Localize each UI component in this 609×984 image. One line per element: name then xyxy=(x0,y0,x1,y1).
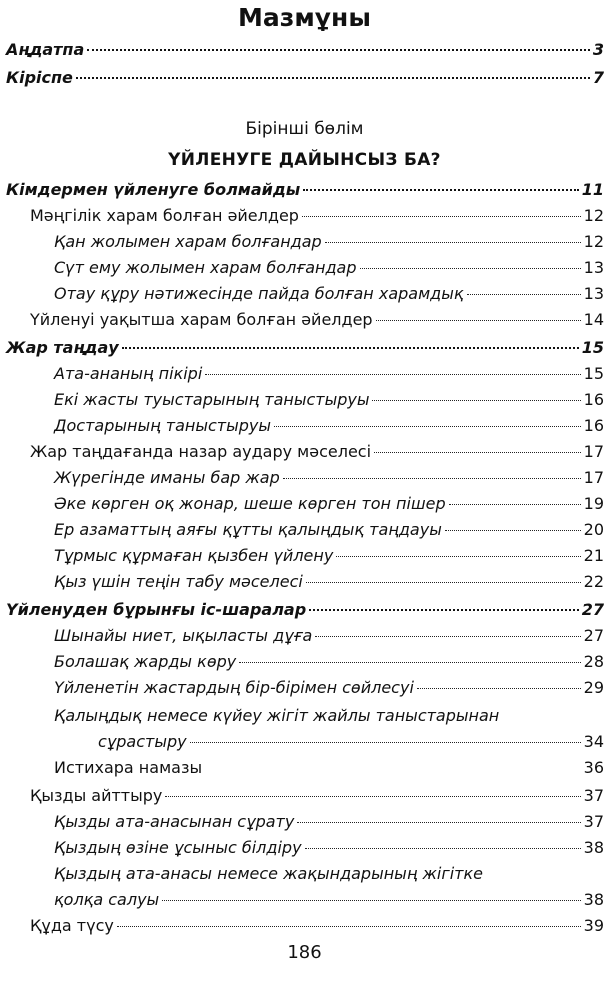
toc-entry-page: 17 xyxy=(583,442,604,461)
toc-entry-title: Жар таңдағанда назар аудару мәселесі xyxy=(30,442,372,461)
toc-entry-title: Ер азаматтың аяғы құтты қалыңдық таңдауы xyxy=(54,520,442,539)
toc-entry-page: 12 xyxy=(583,232,604,251)
toc-entry-page: 29 xyxy=(583,678,604,697)
toc-subsection[interactable] xyxy=(54,519,604,541)
part-heading: ҮЙЛЕНУГЕ ДАЙЫНСЫЗ БА? xyxy=(168,150,441,170)
toc-entry-title: Тұрмыс құрмаған қызбен үйлену xyxy=(54,546,334,565)
toc-entry-page: 38 xyxy=(583,890,604,909)
part-label: Бірінші бөлім xyxy=(245,119,364,139)
dot-leader xyxy=(190,742,581,743)
toc-entry-title-line1: Қалыңдық немесе күйеу жігіт жайлы таныстарынан xyxy=(54,706,500,725)
dot-leader xyxy=(315,636,580,637)
toc-subsection[interactable] xyxy=(54,757,604,779)
toc-subsection[interactable] xyxy=(54,283,604,305)
toc-subsection[interactable] xyxy=(54,231,604,253)
toc-entry-title: Сүт ему жолымен харам болғандар xyxy=(54,258,357,277)
toc-section[interactable] xyxy=(30,205,604,227)
toc-subsection[interactable] xyxy=(54,651,604,673)
toc-entry-page: 16 xyxy=(583,390,604,409)
toc-entry-page: 15 xyxy=(581,338,604,357)
toc-entry-title: Үйленуі уақытша харам болған әйелдер xyxy=(30,310,373,329)
toc-section[interactable] xyxy=(30,309,604,331)
dot-leader xyxy=(274,426,581,427)
toc-subsection[interactable] xyxy=(54,677,604,699)
toc-entry-page: 11 xyxy=(581,180,604,199)
toc-entry-title: Қызды ата-анасынан сұрату xyxy=(54,812,295,831)
toc-subsection[interactable] xyxy=(54,571,604,593)
toc-entry-front[interactable] xyxy=(6,67,604,89)
toc-entry-title: Үйленетін жастардың бір-бірімен сөйлесуі xyxy=(54,678,414,697)
toc-entry-page: 13 xyxy=(583,284,604,303)
toc-entry-page: 28 xyxy=(583,652,604,671)
toc-entry-title: Кіріспе xyxy=(6,68,73,87)
toc-entry-page: 34 xyxy=(583,732,604,751)
dot-leader xyxy=(303,189,578,191)
dot-leader xyxy=(283,478,581,479)
toc-entry-page: 12 xyxy=(583,206,604,225)
toc-entry-title: Әке көрген оқ жонар, шеше көрген тон пішер xyxy=(54,494,446,513)
toc-entry-title-continued: сұрастыру xyxy=(98,732,187,751)
toc-entry-title: Отау құру нәтижесінде пайда болған харамдық xyxy=(54,284,464,303)
toc-entry-page: 38 xyxy=(583,838,604,857)
dot-leader xyxy=(336,556,580,557)
dot-leader xyxy=(87,49,590,51)
toc-entry-title: Болашақ жарды көру xyxy=(54,652,237,671)
toc-entry-page: 7 xyxy=(592,68,604,87)
dot-leader xyxy=(76,77,590,79)
toc-subsection[interactable] xyxy=(54,889,604,911)
dot-leader xyxy=(122,347,579,349)
toc-entry-page: 39 xyxy=(583,916,604,935)
toc-subsection[interactable] xyxy=(54,467,604,489)
dot-leader xyxy=(467,294,581,295)
dot-leader xyxy=(205,374,580,375)
toc-entry-title: Құда түсу xyxy=(30,916,114,935)
dot-leader xyxy=(449,504,581,505)
toc-entry-title: Достарының таныстыруы xyxy=(54,416,271,435)
toc-section[interactable] xyxy=(30,441,604,463)
dot-leader xyxy=(360,268,581,269)
toc-entry-title: Жүрегінде иманы бар жар xyxy=(54,468,280,487)
toc-entry-title: Жар таңдау xyxy=(6,338,119,357)
toc-subsection[interactable] xyxy=(54,363,604,385)
toc-entry-page: 15 xyxy=(583,364,604,383)
toc-entry-page: 16 xyxy=(583,416,604,435)
toc-entry-title-continued: қолқа салуы xyxy=(54,890,160,909)
dot-leader xyxy=(302,216,581,217)
toc-subsection[interactable] xyxy=(54,837,604,859)
toc-entry-title: Мәңгілік харам болған әйелдер xyxy=(30,206,299,225)
toc-subsection[interactable] xyxy=(54,811,604,833)
page-number: 186 xyxy=(287,942,322,963)
dot-leader xyxy=(305,848,581,849)
toc-entry-page: 22 xyxy=(583,572,604,591)
toc-entry-title: Қызды айттыру xyxy=(30,786,163,805)
toc-entry-title-line1: Қыздың ата-анасы немесе жақындарының жігітке xyxy=(54,864,484,883)
toc-entry-title: Аңдатпа xyxy=(6,40,85,59)
toc-chapter[interactable] xyxy=(6,179,604,201)
toc-entry-title: Кімдермен үйленуге болмайды xyxy=(6,180,301,199)
toc-entry-title: Екі жасты туыстарының таныстыруы xyxy=(54,390,370,409)
toc-entry-page: 20 xyxy=(583,520,604,539)
toc-entry-title: Ата-ананың пікірі xyxy=(54,364,203,383)
dot-leader xyxy=(306,582,581,583)
toc-entry-title: Қыз үшін теңін табу мәселесі xyxy=(54,572,303,591)
toc-entry-title: Үйленуден бұрынғы іс-шаралар xyxy=(6,600,307,619)
toc-subsection[interactable] xyxy=(54,545,604,567)
dot-leader xyxy=(374,452,581,453)
dot-leader xyxy=(239,662,580,663)
toc-entry-page: 27 xyxy=(581,600,604,619)
toc-chapter[interactable] xyxy=(6,337,604,359)
toc-entry-page: 17 xyxy=(583,468,604,487)
toc-entry-title: Қан жолымен харам болғандар xyxy=(54,232,322,251)
toc-subsection[interactable] xyxy=(54,257,604,279)
toc-entry-page: 13 xyxy=(583,258,604,277)
toc-section[interactable] xyxy=(30,915,604,937)
dot-leader xyxy=(162,900,580,901)
toc-entry-page: 36 xyxy=(583,758,604,777)
dot-leader xyxy=(325,242,581,243)
toc-entry-page: 3 xyxy=(592,40,604,59)
dot-leader xyxy=(297,822,580,823)
dot-leader xyxy=(417,688,581,689)
toc-subsection[interactable] xyxy=(54,415,604,437)
dot-leader xyxy=(309,609,579,611)
toc-entry-page: 37 xyxy=(583,786,604,805)
toc-entry-front[interactable] xyxy=(6,39,604,61)
toc-entry-page: 27 xyxy=(583,626,604,645)
toc-chapter[interactable] xyxy=(6,599,604,621)
dot-leader xyxy=(165,796,580,797)
toc-subsection[interactable] xyxy=(54,389,604,411)
toc-subsection[interactable] xyxy=(54,493,604,515)
dot-leader xyxy=(372,400,580,401)
dot-leader xyxy=(117,926,581,927)
page-title: Мазмұны xyxy=(238,3,371,32)
toc-subsection[interactable] xyxy=(98,731,604,753)
toc-subsection[interactable] xyxy=(54,625,604,647)
toc-entry-title: Шынайы ниет, ықыласты дұға xyxy=(54,626,313,645)
toc-entry-title: Истихара намазы xyxy=(54,758,203,777)
toc-entry-page: 14 xyxy=(583,310,604,329)
dot-leader xyxy=(376,320,581,321)
toc-entry-title: Қыздың өзіне ұсыныс білдіру xyxy=(54,838,302,857)
dot-leader xyxy=(445,530,581,531)
toc-entry-page: 21 xyxy=(583,546,604,565)
toc-entry-page: 37 xyxy=(583,812,604,831)
toc-entry-page: 19 xyxy=(583,494,604,513)
toc-section[interactable] xyxy=(30,785,604,807)
